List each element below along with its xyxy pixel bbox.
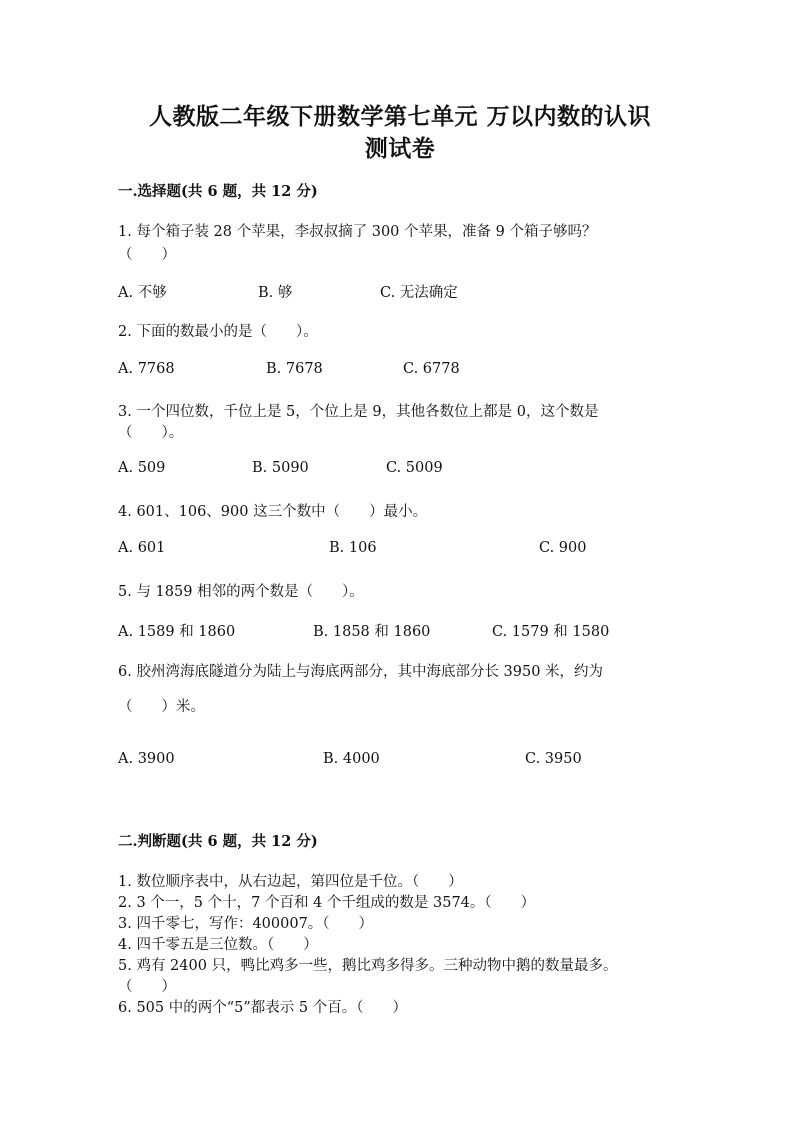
question-2-text: 2. 下面的数最小的是（ ）。 [118,324,318,340]
question-6-text: 6. 胶州湾海底隧道分为陆上与海底两部分，其中海底部分长 3950 米，约为 [118,664,604,680]
question-5-text: 5. 与 1859 相邻的两个数是（ ）。 [118,584,364,600]
question-6-blank: （ ）米。 [118,699,205,715]
question-4-option-b[interactable]: B. 106 [329,540,377,556]
judgment-5-blank: （ ） [118,979,176,995]
judgment-6: 6. 505 中的两个“5”都表示 5 个百。（ ） [118,1000,407,1016]
question-5-option-a[interactable]: A. 1589 和 1860 [118,624,236,640]
section-heading-multiple-choice: 一.选择题(共 6 题，共 12 分) [118,183,318,200]
question-2-option-b[interactable]: B. 7678 [266,361,323,377]
question-1-text: 1. 每个箱子装 28 个苹果，李叔叔摘了 300 个苹果，准备 9 个箱子够吗？ [118,224,597,240]
question-1-blank: （ ） [118,247,176,263]
question-4-option-a[interactable]: A. 601 [118,540,166,556]
question-3-blank: （ ）。 [118,425,184,441]
question-3-option-a[interactable]: A. 509 [118,460,166,476]
question-6-option-c[interactable]: C. 3950 [525,751,582,767]
question-1-option-a[interactable]: A. 不够 [118,285,167,301]
page-title-line-1: 人教版二年级下册数学第七单元 万以内数的认识 [148,103,651,130]
question-5-option-c[interactable]: C. 1579 和 1580 [492,624,610,640]
question-5-option-b[interactable]: B. 1858 和 1860 [313,624,431,640]
question-3-text: 3. 一个四位数，千位上是 5，个位上是 9，其他各数位上都是 0，这个数是 [118,404,599,420]
page-title-line-2: 测试卷 [364,135,436,162]
judgment-2: 2. 3 个一，5 个十，7 个百和 4 个千组成的数是 3574。（ ） [118,895,536,911]
question-1-option-b[interactable]: B. 够 [258,285,293,301]
question-4-text: 4. 601、106、900 这三个数中（ ）最小。 [118,504,428,520]
judgment-3: 3. 四千零七，写作：400007。（ ） [118,916,374,932]
judgment-5: 5. 鸡有 2400 只，鸭比鸡多一些，鹅比鸡多得多。三种动物中鹅的数量最多。 [118,958,618,974]
section-heading-true-false: 二.判断题(共 6 题，共 12 分) [118,833,318,850]
judgment-4: 4. 四千零五是三位数。（ ） [118,937,318,953]
question-6-option-a[interactable]: A. 3900 [118,751,175,767]
question-1-option-c[interactable]: C. 无法确定 [380,285,458,301]
question-2-option-a[interactable]: A. 7768 [118,361,175,377]
question-3-option-b[interactable]: B. 5090 [252,460,309,476]
question-3-option-c[interactable]: C. 5009 [386,460,443,476]
question-2-option-c[interactable]: C. 6778 [403,361,460,377]
question-6-option-b[interactable]: B. 4000 [323,751,380,767]
judgment-1: 1. 数位顺序表中，从右边起，第四位是千位。（ ） [118,874,463,890]
question-4-option-c[interactable]: C. 900 [539,540,587,556]
